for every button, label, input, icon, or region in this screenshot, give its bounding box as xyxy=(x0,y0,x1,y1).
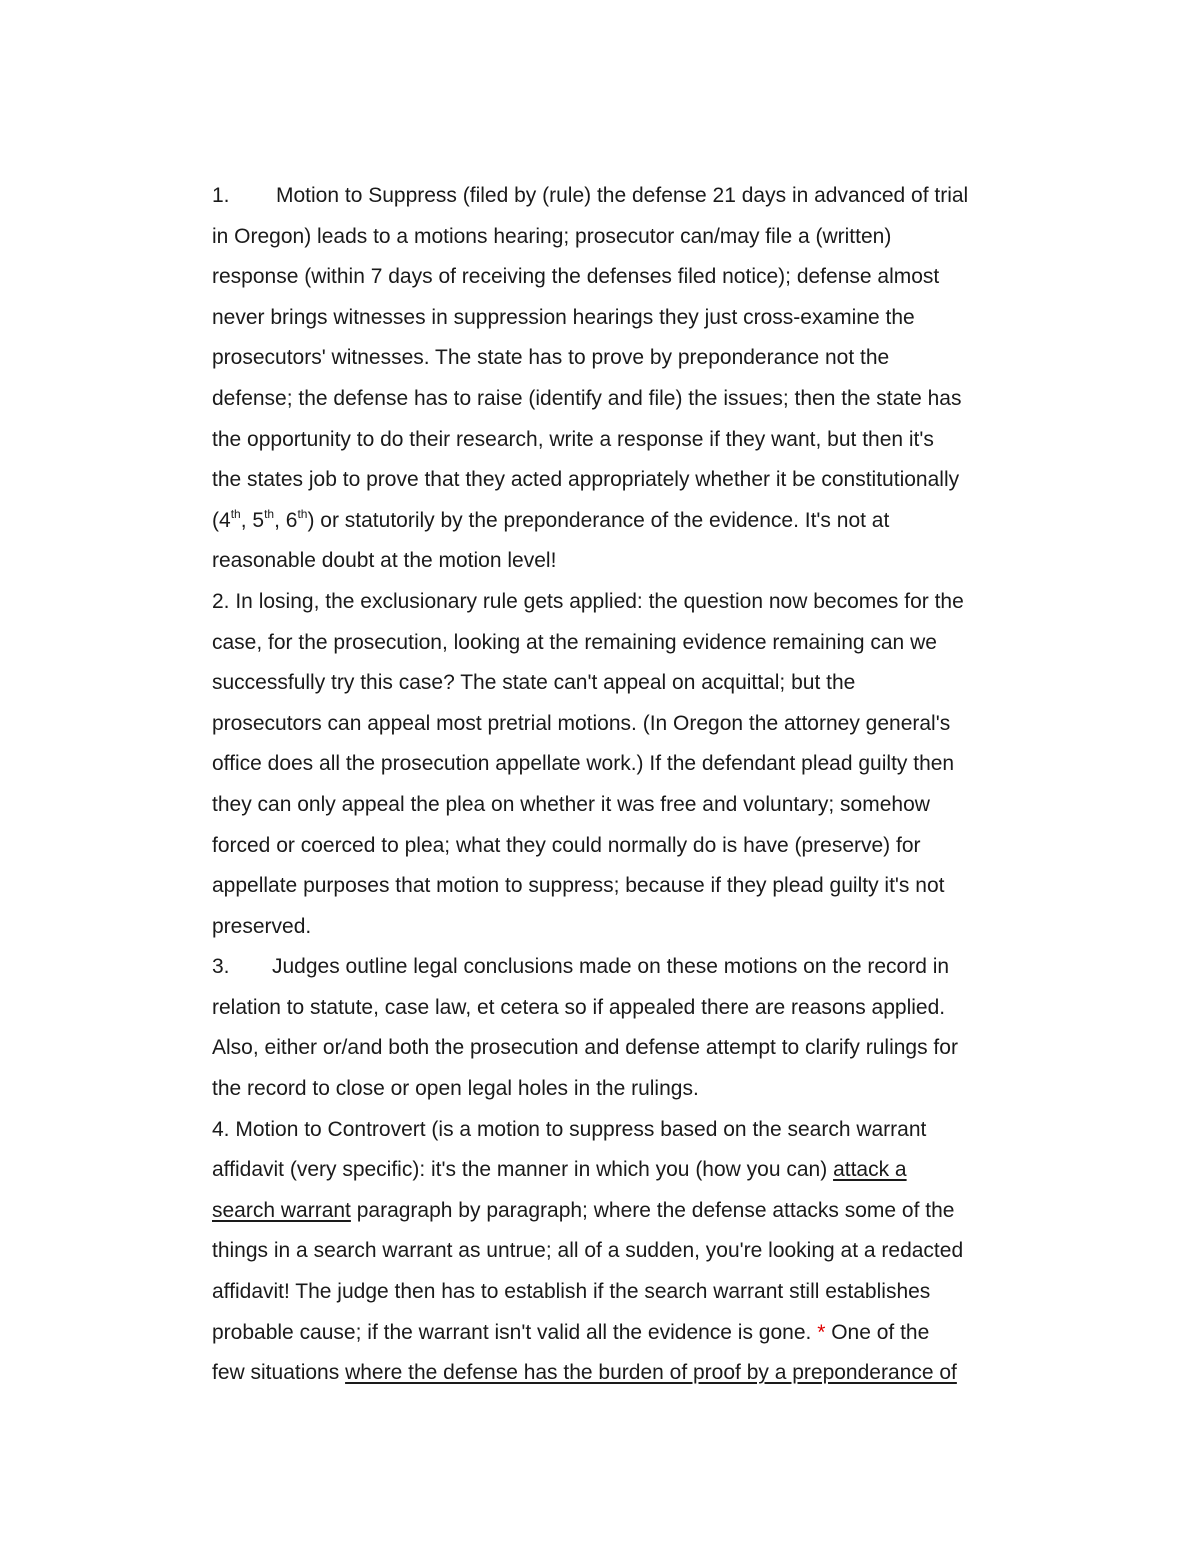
ordinal-suffix: th xyxy=(297,506,308,521)
item1-line-7: the opportunity to do their research, write a response if they want, but then it's xyxy=(212,427,934,451)
item2-line-2: case, for the prosecution, looking at the remaining evidence remaining can we xyxy=(212,630,937,654)
item4-line-3: search warrant paragraph by paragraph; where the defense attacks some of the xyxy=(212,1198,955,1222)
item4-line-4: things in a search warrant as untrue; all of a sudden, you're looking at a redacted xyxy=(212,1239,964,1263)
item3-number: 3. xyxy=(212,955,230,979)
item2-line-3: successfully try this case? The state can't appeal on acquittal; but the xyxy=(212,671,856,695)
item2-line-6: they can only appeal the plea on whether it was free and voluntary; somehow xyxy=(212,792,930,816)
item1-line-10: reasonable doubt at the motion level! xyxy=(212,549,557,573)
item1-line-3: response (within 7 days of receiving the defenses filed notice); defense almost xyxy=(212,265,940,289)
item3-line-2: relation to statute, case law, et cetera so if appealed there are reasons applied. xyxy=(212,995,946,1019)
underlined-phrase: search warrant xyxy=(212,1198,351,1222)
item1-line-5: prosecutors' witnesses. The state has to prove by preponderance not the xyxy=(212,346,890,370)
item1-line-6: defense; the defense has to raise (identify and file) the issues; then the state has xyxy=(212,386,962,410)
item1-line-8: the states job to prove that they acted appropriately whether it be constitutionally xyxy=(212,468,960,492)
item4-line-7: few situations where the defense has the burden of proof by a preponderance of xyxy=(212,1361,957,1385)
item1-line-1: 1. Motion to Suppress (filed by (rule) the defense 21 days in advanced of trial xyxy=(212,176,1062,217)
item4-line-6: probable cause; if the warrant isn't valid all the evidence is gone. * One of the xyxy=(212,1320,930,1344)
item3-line-3: Also, either or/and both the prosecution and defense attempt to clarify rulings for xyxy=(212,1036,958,1060)
ordinal-suffix: th xyxy=(230,506,241,521)
item2-line-8: appellate purposes that motion to suppress; because if they plead guilty it's not xyxy=(212,874,945,898)
item3-line-1: 3. Judges outline legal conclusions made on these motions on the record in xyxy=(212,947,1062,988)
underlined-phrase: where the defense has the burden of proof by a preponderance of xyxy=(345,1361,957,1385)
item2-line-5: office does all the prosecution appellate work.) If the defendant plead guilty then xyxy=(212,752,955,776)
item2-line-9: preserved. xyxy=(212,914,312,938)
item2-line-4: prosecutors can appeal most pretrial motions. (In Oregon the attorney general's xyxy=(212,711,951,735)
item4-line-2: affidavit (very specific): it's the manner in which you (how you can) attack a xyxy=(212,1158,907,1182)
item1-line-9-amendments: (4th, 5th, 6th) or statutorily by the preponderance of the evidence. It's not at xyxy=(212,506,890,532)
item3-line-4: the record to close or open legal holes in the rulings. xyxy=(212,1077,699,1101)
ordinal-suffix: th xyxy=(264,506,275,521)
item2-line-7: forced or coerced to plea; what they could normally do is have (preserve) for xyxy=(212,833,921,857)
item1-line-4: never brings witnesses in suppression hearings they just cross-examine the xyxy=(212,305,915,329)
item1-line-2: in Oregon) leads to a motions hearing; prosecutor can/may file a (written) xyxy=(212,224,892,248)
underlined-phrase: attack a xyxy=(833,1158,907,1182)
red-asterisk: * xyxy=(817,1320,826,1344)
document-body xyxy=(212,176,1062,1394)
item4-line-5: affidavit! The judge then has to establish if the search warrant still establishes xyxy=(212,1280,931,1304)
item1-number: 1. xyxy=(212,184,230,207)
item2-line-1: 2. In losing, the exclusionary rule gets applied: the question now becomes for the xyxy=(212,589,964,613)
item4-line-1: 4. Motion to Controvert (is a motion to suppress based on the search warrant xyxy=(212,1117,927,1141)
